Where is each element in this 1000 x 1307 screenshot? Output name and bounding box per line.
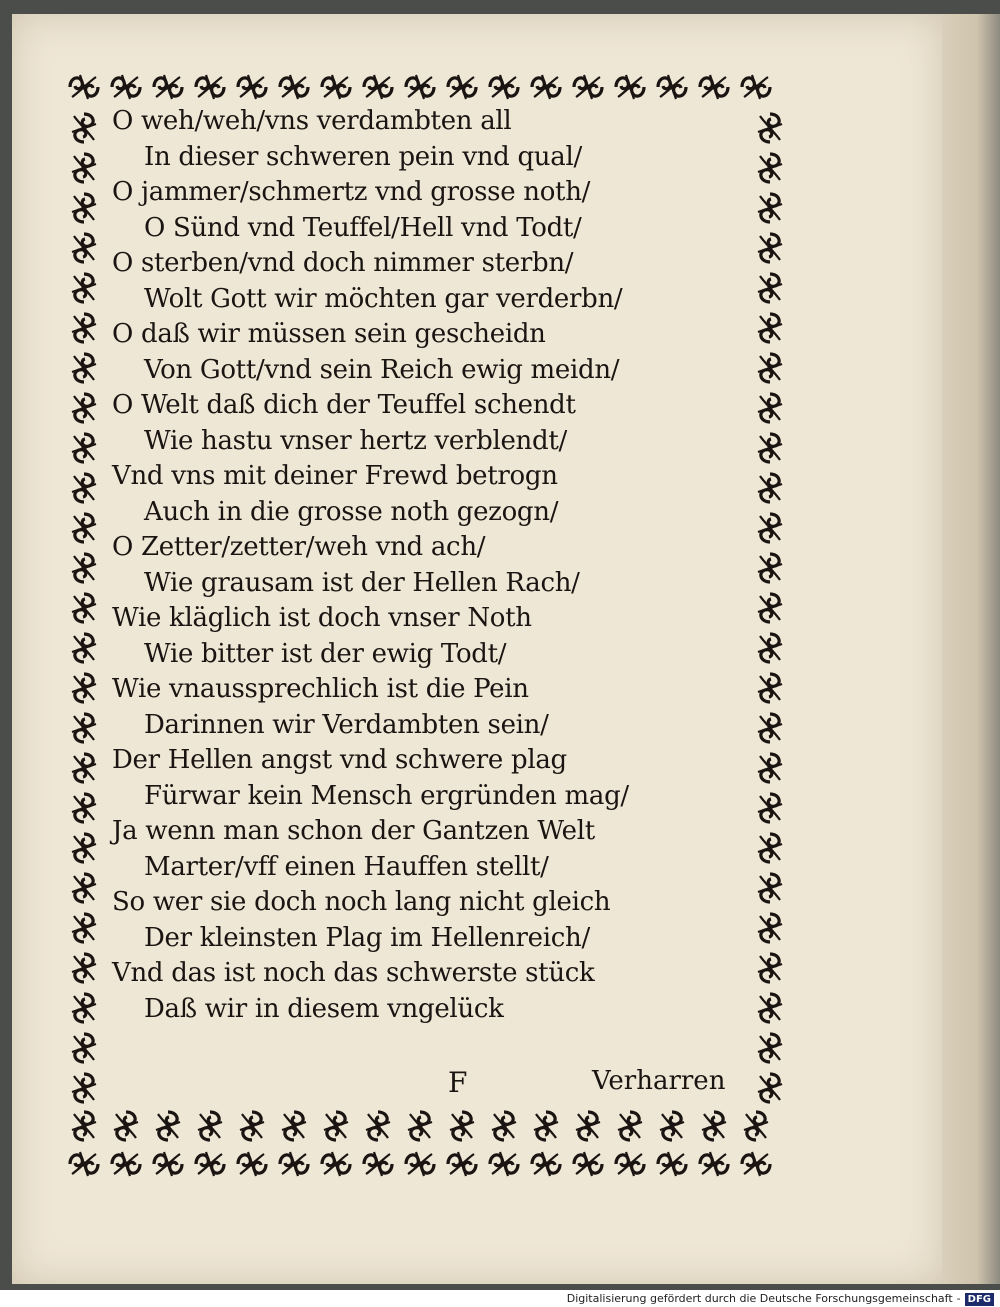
ornament-motif (72, 114, 96, 142)
ornament-motif (72, 154, 96, 182)
ornament-motif (758, 834, 782, 862)
ornament-motif (72, 514, 96, 542)
ornament-motif (112, 1152, 140, 1176)
verse-line: In dieser schweren pein vnd qual/ (144, 141, 582, 172)
ornament-motif (758, 314, 782, 342)
ornament-motif (112, 75, 140, 99)
ornament-motif (758, 994, 782, 1022)
verse-line: Auch in die grosse noth gezogn/ (144, 496, 559, 527)
ornament-motif (364, 1152, 392, 1176)
ornament-motif (758, 1034, 782, 1062)
ornament-motif (658, 75, 686, 99)
verse-line: Wie vnaussprechlich ist die Pein (112, 674, 529, 704)
ornament-motif (532, 75, 560, 99)
ornament-motif (72, 1034, 96, 1062)
ornament-band-left (62, 108, 106, 1106)
ornament-motif (758, 714, 782, 742)
ornament-motif (70, 75, 98, 99)
footer-credit-bar (0, 1290, 1000, 1307)
ornament-motif (758, 234, 782, 262)
ornament-motif (758, 674, 782, 702)
verse-line: Marter/vff einen Hauffen stellt/ (144, 851, 549, 882)
verse-line: Darinnen wir Verdambten sein/ (144, 709, 549, 740)
verse-line: O weh/weh/vns verdambten all (112, 106, 512, 136)
ornament-motif (72, 1074, 96, 1102)
verse-line: Der kleinsten Plag im Hellenreich/ (144, 922, 590, 953)
ornament-motif (196, 1152, 224, 1176)
ornament-motif (72, 674, 96, 702)
ornament-motif (758, 514, 782, 542)
ornament-motif (758, 594, 782, 622)
ornament-motif (154, 75, 182, 99)
catchword: Verharren (592, 1066, 726, 1096)
ornament-motif (72, 994, 96, 1022)
ornament-motif (406, 75, 434, 99)
ornament-motif (574, 1152, 602, 1176)
ornament-motif (758, 914, 782, 942)
verse-line: O sterben/vnd doch nimmer sterbn/ (112, 248, 574, 278)
ornament-motif (406, 1152, 434, 1176)
ornament-motif (72, 434, 96, 462)
ornament-motif (238, 75, 266, 99)
verse-line: Der Hellen angst vnd schwere plag (112, 745, 567, 775)
ornament-motif (72, 794, 96, 822)
ornament-motif (742, 1152, 770, 1176)
verse-line: O jammer/schmertz vnd grosse noth/ (112, 177, 591, 207)
ornament-motif (448, 1152, 476, 1176)
ornament-motif (700, 1152, 728, 1176)
ornament-motif (758, 954, 782, 982)
ornament-motif (238, 1152, 266, 1176)
ornament-motif (758, 1074, 782, 1102)
verse-line: Wie hastu vnser hertz verblendt/ (144, 425, 567, 456)
ornament-motif (758, 194, 782, 222)
ornament-motif (758, 634, 782, 662)
verse-line: Wie grausam ist der Hellen Rach/ (144, 567, 580, 598)
ornament-motif (280, 75, 308, 99)
verse-line: Vnd das ist noch das schwerste stück (112, 958, 595, 988)
ornament-motif (532, 1152, 560, 1176)
ornament-motif (72, 914, 96, 942)
ornament-motif (72, 834, 96, 862)
ornament-motif (72, 554, 96, 582)
ornament-motif (72, 634, 96, 662)
ornament-motif (758, 754, 782, 782)
ornament-motif (744, 1112, 768, 1140)
ornament-motif (448, 75, 476, 99)
ornament-motif (280, 1152, 308, 1176)
ornament-motif (758, 114, 782, 142)
ornament-motif (72, 874, 96, 902)
verse-line: O daß wir müssen sein gescheidn (112, 319, 546, 349)
ornament-motif (72, 1112, 96, 1140)
verse-text (112, 104, 742, 1134)
verse-line: Fürwar kein Mensch ergründen mag/ (144, 780, 629, 811)
verse-line: Vnd vns mit deiner Frewd betrogn (112, 461, 558, 491)
ornament-motif (72, 754, 96, 782)
ornament-motif (72, 954, 96, 982)
ornament-band-top (62, 66, 792, 108)
ornament-motif (322, 1152, 350, 1176)
ornament-motif (72, 714, 96, 742)
ornament-motif (758, 874, 782, 902)
signature-mark: F (448, 1066, 468, 1099)
ornament-motif (700, 75, 728, 99)
ornament-motif (574, 75, 602, 99)
ornament-motif (72, 354, 96, 382)
ornament-motif (72, 194, 96, 222)
ornament-motif (616, 75, 644, 99)
ornament-motif (72, 314, 96, 342)
ornament-motif (490, 1152, 518, 1176)
ornament-motif (758, 154, 782, 182)
verse-line: O Sünd vnd Teuffel/Hell vnd Todt/ (144, 212, 582, 243)
ornament-motif (658, 1152, 686, 1176)
verse-line: Ja wenn man schon der Gantzen Welt (112, 816, 595, 846)
ornament-motif (72, 234, 96, 262)
ornament-motif (72, 394, 96, 422)
ornament-motif (196, 75, 224, 99)
ornament-motif (154, 1152, 182, 1176)
ornament-motif (616, 1152, 644, 1176)
verse-line: O Zetter/zetter/weh vnd ach/ (112, 532, 486, 562)
footer-credit-text: Digitalisierung gefördert durch die Deutsche Forschungsgemeinschaft (566, 1292, 953, 1305)
ornament-motif (758, 474, 782, 502)
ornament-motif (490, 75, 518, 99)
ornament-motif (758, 394, 782, 422)
ornament-motif (72, 274, 96, 302)
verse-line: O Welt daß dich der Teuffel schendt (112, 390, 576, 420)
verse-line: Daß wir in diesem vngelück (144, 993, 504, 1024)
page-edge (942, 14, 1000, 1284)
ornament-motif (70, 1152, 98, 1176)
ornament-motif (72, 594, 96, 622)
ornament-motif (758, 434, 782, 462)
ornament-motif (364, 75, 392, 99)
verse-line: Wie bitter ist der ewig Todt/ (144, 638, 507, 669)
verse-line: Von Gott/vnd sein Reich ewig meidn/ (144, 354, 620, 385)
ornament-motif (742, 75, 770, 99)
verse-line: So wer sie doch noch lang nicht gleich (112, 887, 611, 917)
ornament-motif (758, 354, 782, 382)
footer-separator: - (956, 1292, 961, 1305)
ornament-band-right (748, 108, 792, 1106)
verse-line: Wolt Gott wir möchten gar verderbn/ (144, 283, 623, 314)
ornament-motif (322, 75, 350, 99)
ornament-motif (758, 554, 782, 582)
verse-line: Wie kläglich ist doch vnser Noth (112, 603, 532, 633)
ornament-motif (758, 274, 782, 302)
dfg-logo: DFG (965, 1293, 994, 1306)
ornament-motif (72, 474, 96, 502)
ornament-motif (758, 794, 782, 822)
